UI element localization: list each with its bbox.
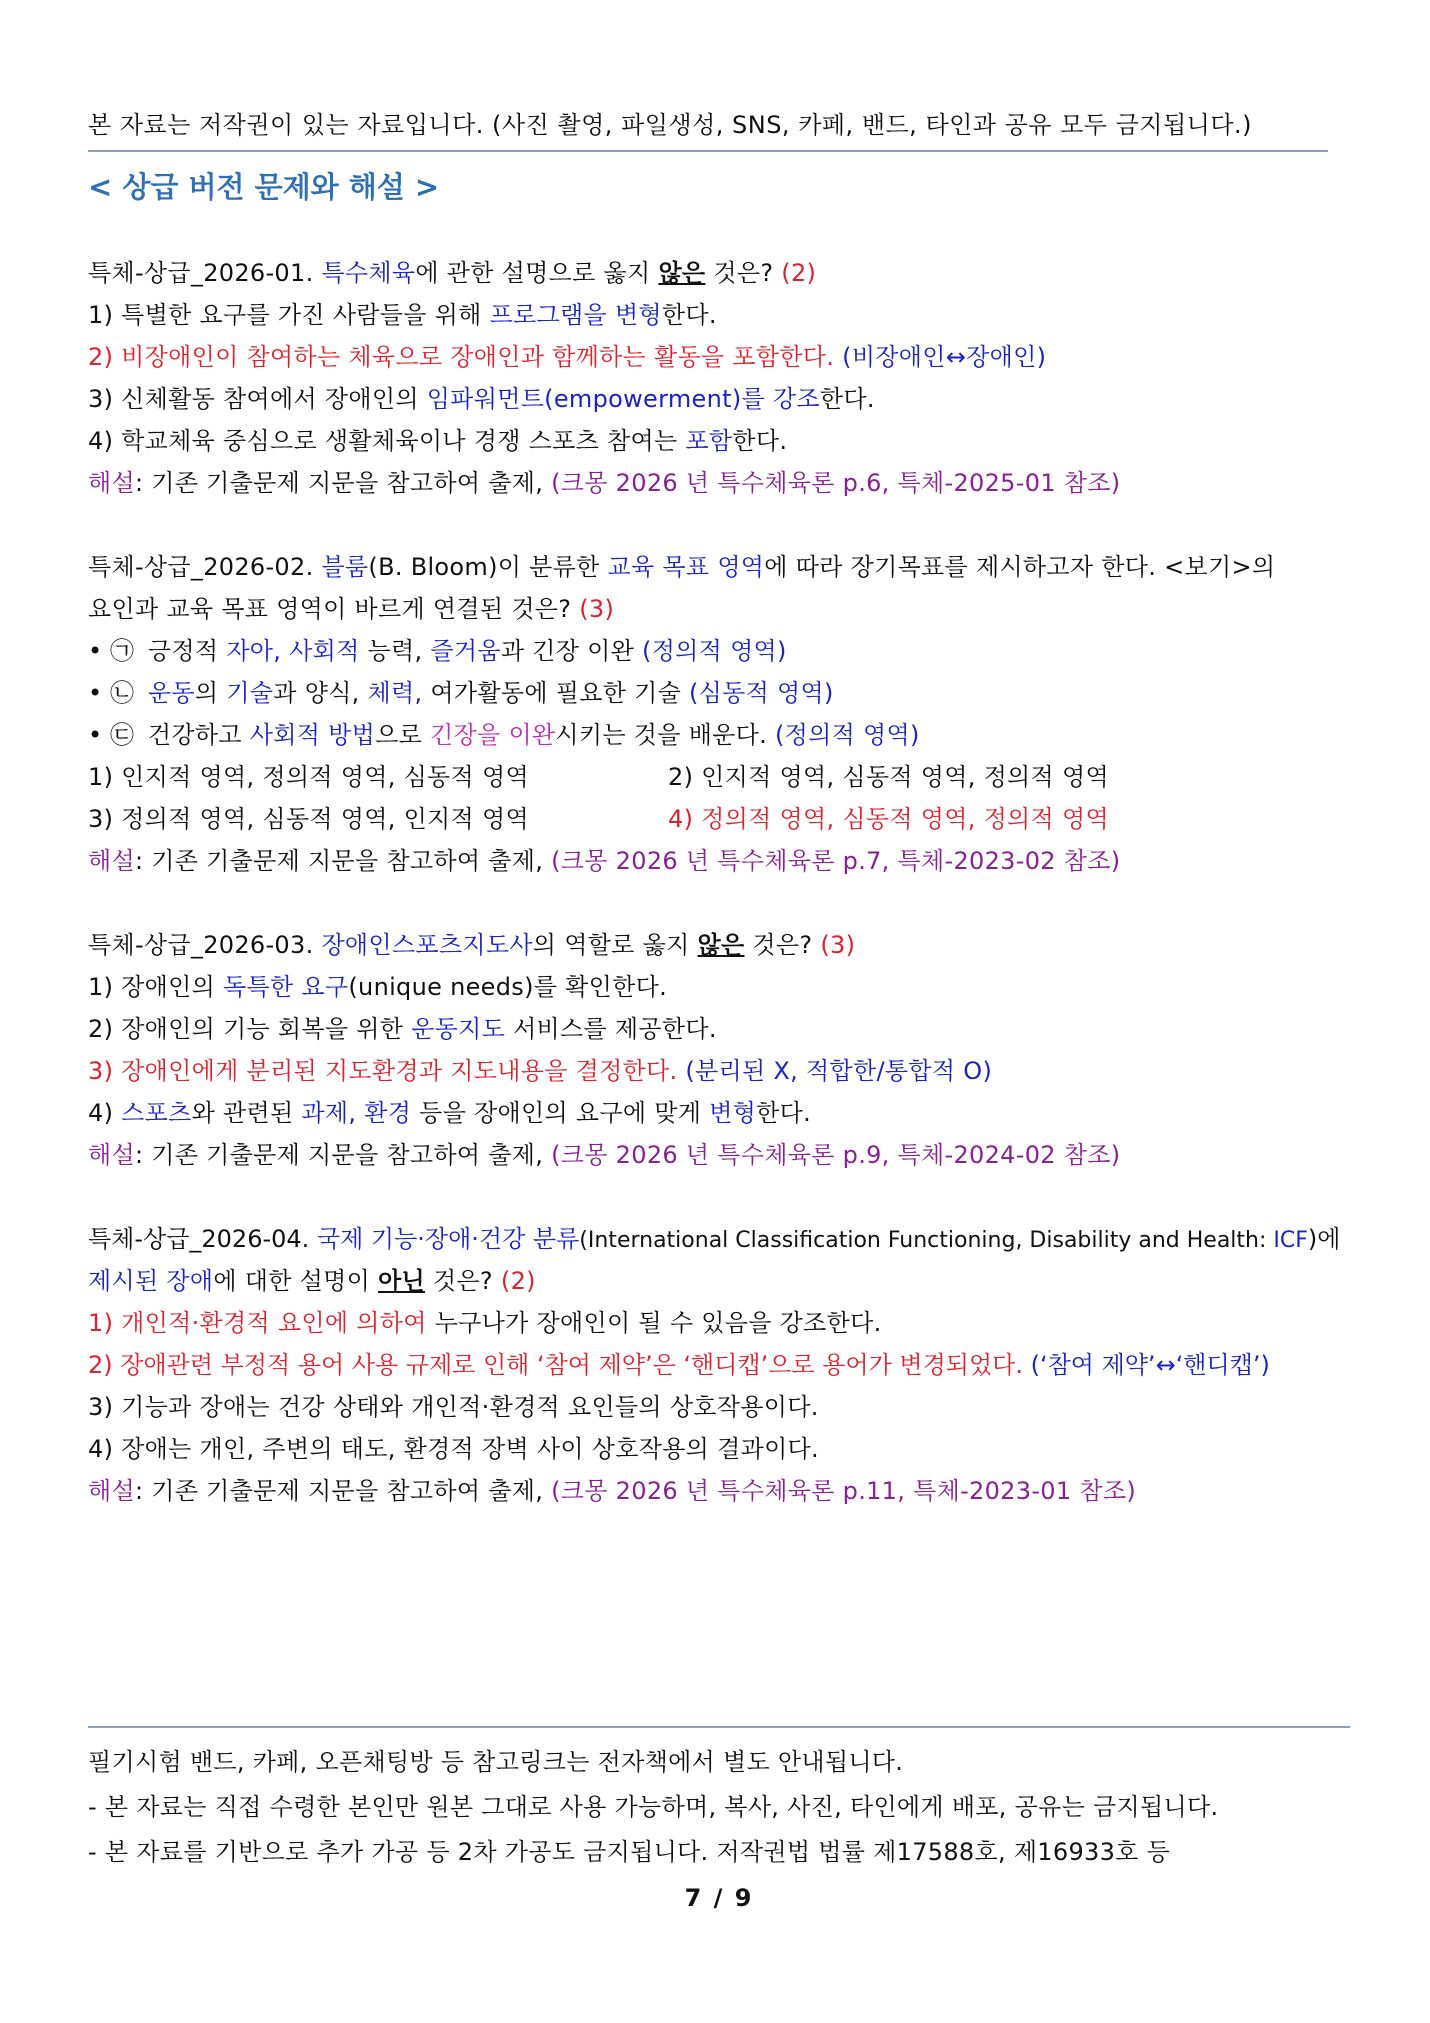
option-4 — [88, 1092, 1350, 1134]
key-term: 독특한 요구 — [223, 973, 349, 1001]
question-3 — [88, 924, 1350, 1176]
bullet-text: 과 긴장 이완 — [500, 637, 643, 665]
option-4: 4) 장애는 개인, 주변의 태도, 환경적 장벽 사이 상호작용의 결과이다. — [88, 1435, 819, 1463]
explanation-text: : 기존 기출문제 지문을 참고하여 출제, — [134, 1141, 552, 1169]
bullet-item-2 — [88, 672, 1350, 714]
option-1 — [88, 966, 1350, 1008]
key-term: 블룸 — [321, 553, 369, 581]
stem-text: )에 — [1307, 1225, 1341, 1253]
domain-note: (심동적 영역) — [689, 679, 834, 707]
explanation-text: : 기존 기출문제 지문을 참고하여 출제, — [134, 469, 552, 497]
explanation-reference: (크몽 2026 년 특수체육론 p.11, 특체-2023-01 참조) — [551, 1477, 1136, 1505]
question-1 — [88, 252, 1350, 504]
stem-text: 것은? — [744, 931, 821, 959]
option-2 — [88, 1008, 1350, 1050]
key-term: 자아, 사회적 — [226, 637, 360, 665]
footer-line: 필기시험 밴드, 카페, 오픈채팅방 등 참고링크는 전자책에서 별도 안내됩니다. — [88, 1748, 904, 1776]
answer-mark: (2) — [500, 1267, 536, 1295]
explanation-label: 해설 — [88, 469, 135, 497]
stem-text: 것은? — [425, 1267, 501, 1295]
option-text: 와 관련된 — [191, 1099, 302, 1127]
bullet-text: 건강하고 — [140, 721, 250, 749]
option-text: 1) 특별한 요구를 가진 사람들을 위해 — [88, 301, 490, 329]
key-term: 1) 개인적·환경적 요인에 의하여 — [88, 1309, 427, 1337]
bullet-item-1 — [88, 630, 1350, 672]
answer-mark: (2) — [781, 259, 817, 287]
question-2 — [88, 546, 1350, 882]
explanation-label: 해설 — [88, 1141, 135, 1169]
stem-text: (International Classification Functioning, Disability and Health: — [579, 1228, 1274, 1253]
question-number: 특체-상급_2026-01. — [88, 259, 322, 287]
option-4 — [88, 420, 1350, 462]
explanation — [88, 1134, 1350, 1176]
answer-note: (비장애인↔장애인) — [842, 343, 1047, 371]
explanation-text: : 기존 기출문제 지문을 참고하여 출제, — [134, 847, 552, 875]
option-text: 2) 장애관련 부정적 용어 사용 규제로 인해 ‘참여 제약’은 ‘핸디캡’으로 용어가 변경되었다. — [88, 1351, 1031, 1379]
key-term: 체력, — [367, 679, 423, 707]
option-3: 3) 기능과 장애는 건강 상태와 개인적·환경적 요인들의 상호작용이다. — [88, 1393, 819, 1421]
question-4 — [88, 1218, 1350, 1512]
emphasis-word: 않은 — [658, 259, 706, 287]
circled-letter: ㉠ — [110, 637, 135, 665]
stem-text: 에 관한 설명으로 옳지 — [415, 259, 659, 287]
key-term: 긴장을 이완 — [430, 721, 556, 749]
stem-text: 에 대한 설명이 — [213, 1267, 379, 1295]
option-row-1 — [88, 756, 1350, 798]
key-term: 스포츠 — [121, 1099, 192, 1127]
option-text: 등을 장애인의 요구에 맞게 — [411, 1099, 710, 1127]
key-term: 운동 — [147, 679, 195, 707]
key-term: ICF — [1273, 1228, 1308, 1253]
header-divider — [88, 150, 1328, 152]
key-term: 기술 — [226, 679, 274, 707]
option-text: 누구나가 장애인이 될 수 있음을 강조한다. — [426, 1309, 882, 1337]
key-term: 포함 — [685, 427, 733, 455]
explanation-text: : 기존 기출문제 지문을 참고하여 출제, — [134, 1477, 552, 1505]
key-term: 과제, 환경 — [301, 1099, 412, 1127]
option-text: 2) 비장애인이 참여하는 체육으로 장애인과 함께하는 활동을 포함한다. — [88, 343, 843, 371]
stem-text: 에 따라 장기목표를 제시하고자 한다. <보기>의 — [764, 553, 1276, 581]
emphasis-word: 않은 — [697, 931, 745, 959]
option-3 — [88, 378, 1350, 420]
option-text: 한다. — [732, 427, 788, 455]
footer-notice — [88, 1740, 1350, 1875]
question-2-stem — [88, 546, 1350, 588]
key-term: 국제 기능·장애·건강 분류 — [316, 1225, 580, 1253]
explanation-reference: (크몽 2026 년 특수체육론 p.9, 특체-2024-02 참조) — [551, 1141, 1121, 1169]
explanation — [88, 1470, 1350, 1512]
footer-divider — [88, 1726, 1350, 1728]
option-text: 서비스를 제공한다. — [505, 1015, 717, 1043]
bullet-icon: • — [88, 637, 103, 665]
bullet-text — [140, 679, 148, 707]
key-term: 변형 — [709, 1099, 757, 1127]
question-4-stem — [88, 1218, 1350, 1260]
question-3-stem — [88, 924, 1350, 966]
domain-note: (정의적 영역) — [642, 637, 787, 665]
explanation-reference: (크몽 2026 년 특수체육론 p.6, 특체-2025-01 참조) — [551, 469, 1121, 497]
option-text: 1) 장애인의 — [88, 973, 224, 1001]
bullet-text: 과 양식, — [273, 679, 368, 707]
option-2: 2) 인지적 영역, 심동적 영역, 정의적 영역 — [668, 763, 1109, 791]
stem-text: (B. Bloom)이 분류한 — [368, 553, 608, 581]
bullet-text: 으로 — [375, 721, 431, 749]
footer-line: - 본 자료를 기반으로 추가 가공 등 2차 가공도 금지됩니다. 저작권법 법률 제17588호, 제16933호 등 — [88, 1838, 1171, 1866]
key-term: 즐거움 — [430, 637, 501, 665]
stem-text: 것은? — [705, 259, 782, 287]
bullet-text: 긍정적 — [140, 637, 227, 665]
option-3: 3) 정의적 영역, 심동적 영역, 인지적 영역 — [88, 805, 529, 833]
option-text: 2) 장애인의 기능 회복을 위한 — [88, 1015, 412, 1043]
bullet-text: 시키는 것을 배운다. — [555, 721, 776, 749]
bullet-text: 의 — [194, 679, 227, 707]
question-number: 특체-상급_2026-02. — [88, 553, 322, 581]
key-term: 특수체육 — [321, 259, 416, 287]
option-text: 3) 장애인에게 분리된 지도환경과 지도내용을 결정한다. — [88, 1057, 686, 1085]
option-row-2 — [88, 798, 1350, 840]
bullet-text: 능력, — [359, 637, 431, 665]
bullet-text: 여가활동에 필요한 기술 — [422, 679, 690, 707]
question-1-stem — [88, 252, 1350, 294]
option-3-correct — [88, 1050, 1350, 1092]
option-1 — [88, 294, 1350, 336]
circled-letter: ㉡ — [110, 679, 135, 707]
option-text: 4) 학교체육 중심으로 생활체육이나 경쟁 스포츠 참여는 — [88, 427, 686, 455]
page-number: 7 / 9 — [684, 1884, 754, 1912]
option-text: 한다. — [661, 301, 717, 329]
answer-note: (분리된 X, 적합한/통합적 O) — [685, 1057, 993, 1085]
key-term: 장애인스포츠지도사 — [321, 931, 533, 959]
option-4: 4) 정의적 영역, 심동적 영역, 정의적 영역 — [668, 805, 1109, 833]
option-text: 한다. — [819, 385, 875, 413]
bullet-icon: • — [88, 721, 103, 749]
emphasis-word: 아닌 — [378, 1267, 426, 1295]
option-text: 4) — [88, 1099, 122, 1127]
key-term: 교육 목표 영역 — [607, 553, 765, 581]
domain-note: (정의적 영역) — [775, 721, 920, 749]
explanation-label: 해설 — [88, 847, 135, 875]
answer-mark: (3) — [820, 931, 856, 959]
question-4-stem-cont — [88, 1260, 1350, 1302]
bullet-item-3 — [88, 714, 1350, 756]
explanation — [88, 462, 1350, 504]
option-2-correct — [88, 1344, 1350, 1386]
footer-line: - 본 자료는 직접 수령한 본인만 원본 그대로 사용 가능하며, 복사, 사진, 타인에게 배포, 공유는 금지됩니다. — [88, 1793, 1219, 1821]
question-number: 특체-상급_2026-04. — [88, 1225, 317, 1253]
circled-letter: ㉢ — [110, 721, 135, 749]
option-1: 1) 인지적 영역, 정의적 영역, 심동적 영역 — [88, 763, 529, 791]
section-title: < 상급 버전 문제와 해설 > — [88, 170, 440, 204]
key-term: 사회적 방법 — [249, 721, 376, 749]
key-term: 제시된 장애 — [88, 1267, 214, 1295]
bullet-icon: • — [88, 679, 103, 707]
answer-mark: (3) — [579, 595, 615, 623]
copyright-notice: 본 자료는 저작권이 있는 자료입니다. (사진 촬영, 파일생성, SNS, 카페, 밴드, 타인과 공유 모두 금지됩니다.) — [88, 111, 1253, 139]
explanation-reference: (크몽 2026 년 특수체육론 p.7, 특체-2023-02 참조) — [551, 847, 1121, 875]
question-number: 특체-상급_2026-03. — [88, 931, 322, 959]
explanation-label: 해설 — [88, 1477, 135, 1505]
key-term: 임파워먼트(empowerment)를 강조 — [426, 385, 820, 413]
key-term: 운동지도 — [411, 1015, 506, 1043]
question-2-stem-cont — [88, 588, 1350, 630]
stem-text: 의 역할로 옳지 — [532, 931, 698, 959]
answer-note: (‘참여 제약’↔‘핸디캡’) — [1030, 1351, 1270, 1379]
key-term: 프로그램을 변형 — [489, 301, 662, 329]
option-1 — [88, 1302, 1350, 1344]
option-text: 한다. — [756, 1099, 812, 1127]
option-2-correct — [88, 336, 1350, 378]
stem-text: 요인과 교육 목표 영역이 바르게 연결된 것은? — [88, 595, 580, 623]
option-text: (unique needs)를 확인한다. — [348, 973, 668, 1001]
option-text: 3) 신체활동 참여에서 장애인의 — [88, 385, 427, 413]
explanation — [88, 840, 1350, 882]
